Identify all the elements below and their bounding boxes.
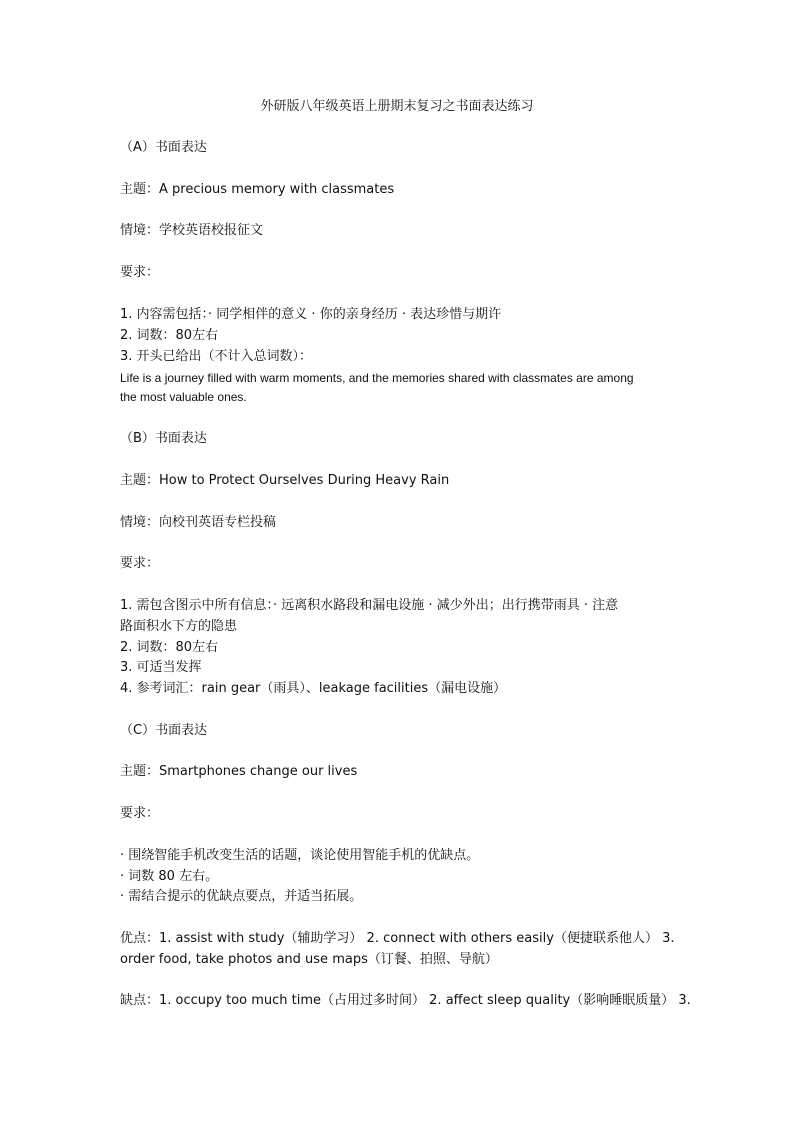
section-b-topic: 主题：How to Protect Ourselves During Heavy Rain [120, 473, 450, 488]
section-b-item-4: 4. 参考词汇：rain gear（雨具）、leakage facilities（漏电设施） [120, 681, 507, 696]
section-a-requirements-label: 要求： [120, 265, 160, 280]
section-c-heading: （C）书面表达 [120, 723, 208, 738]
section-a-topic: 主题：A precious memory with classmates [120, 182, 395, 197]
section-a-opening-line-2: the most valuable ones. [120, 390, 247, 404]
section-a-opening-line-1: Life is a journey filled with warm moments, and the memories shared with classmates are among [120, 371, 634, 385]
section-b-item-1-line-2: 路面积水下方的隐患 [120, 619, 238, 634]
section-c-bullet-1: · 围绕智能手机改变生活的话题，谈论使用智能手机的优缺点。 [120, 848, 480, 863]
section-a-item-1: 1. 内容需包括：· 同学相伴的意义 · 你的亲身经历 · 表达珍惜与期许 [120, 307, 502, 322]
section-b-item-2: 2. 词数：80左右 [120, 640, 219, 655]
section-b-item-3: 3. 可适当发挥 [120, 660, 202, 675]
section-a-context: 情境：学校英语校报征文 [120, 223, 264, 238]
section-a-heading: （A）书面表达 [120, 140, 207, 155]
section-c-bullet-2: · 词数 80 左右。 [120, 869, 219, 884]
document-title: 外研版八年级英语上册期末复习之书面表达练习 [260, 99, 534, 114]
section-b-requirements-label: 要求： [120, 556, 160, 571]
section-c-bullet-3: · 需结合提示的优缺点要点，并适当拓展。 [120, 889, 363, 904]
section-c-advantages-line-1: 优点：1. assist with study（辅助学习） 2. connect with others easily（便捷联系他人） 3. [120, 931, 675, 946]
section-b-heading: （B）书面表达 [120, 431, 207, 446]
section-c-disadvantages-line-1: 缺点：1. occupy too much time（占用过多时间） 2. affect sleep quality（影响睡眠质量） 3. [120, 993, 691, 1008]
section-c-advantages-line-2: order food, take photos and use maps（订餐、拍照、导航） [120, 952, 498, 967]
section-b-item-1-line-1: 1. 需包含图示中所有信息：· 远离积水路段和漏电设施 · 减少外出；出行携带雨具 · 注意 [120, 598, 619, 613]
section-b-context: 情境：向校刊英语专栏投稿 [120, 515, 277, 530]
section-c-topic: 主题：Smartphones change our lives [120, 764, 358, 779]
section-a-item-2: 2. 词数：80左右 [120, 328, 219, 343]
section-a-item-3: 3. 开头已给出（不计入总词数）： [120, 349, 313, 364]
section-c-requirements-label: 要求： [120, 806, 160, 821]
